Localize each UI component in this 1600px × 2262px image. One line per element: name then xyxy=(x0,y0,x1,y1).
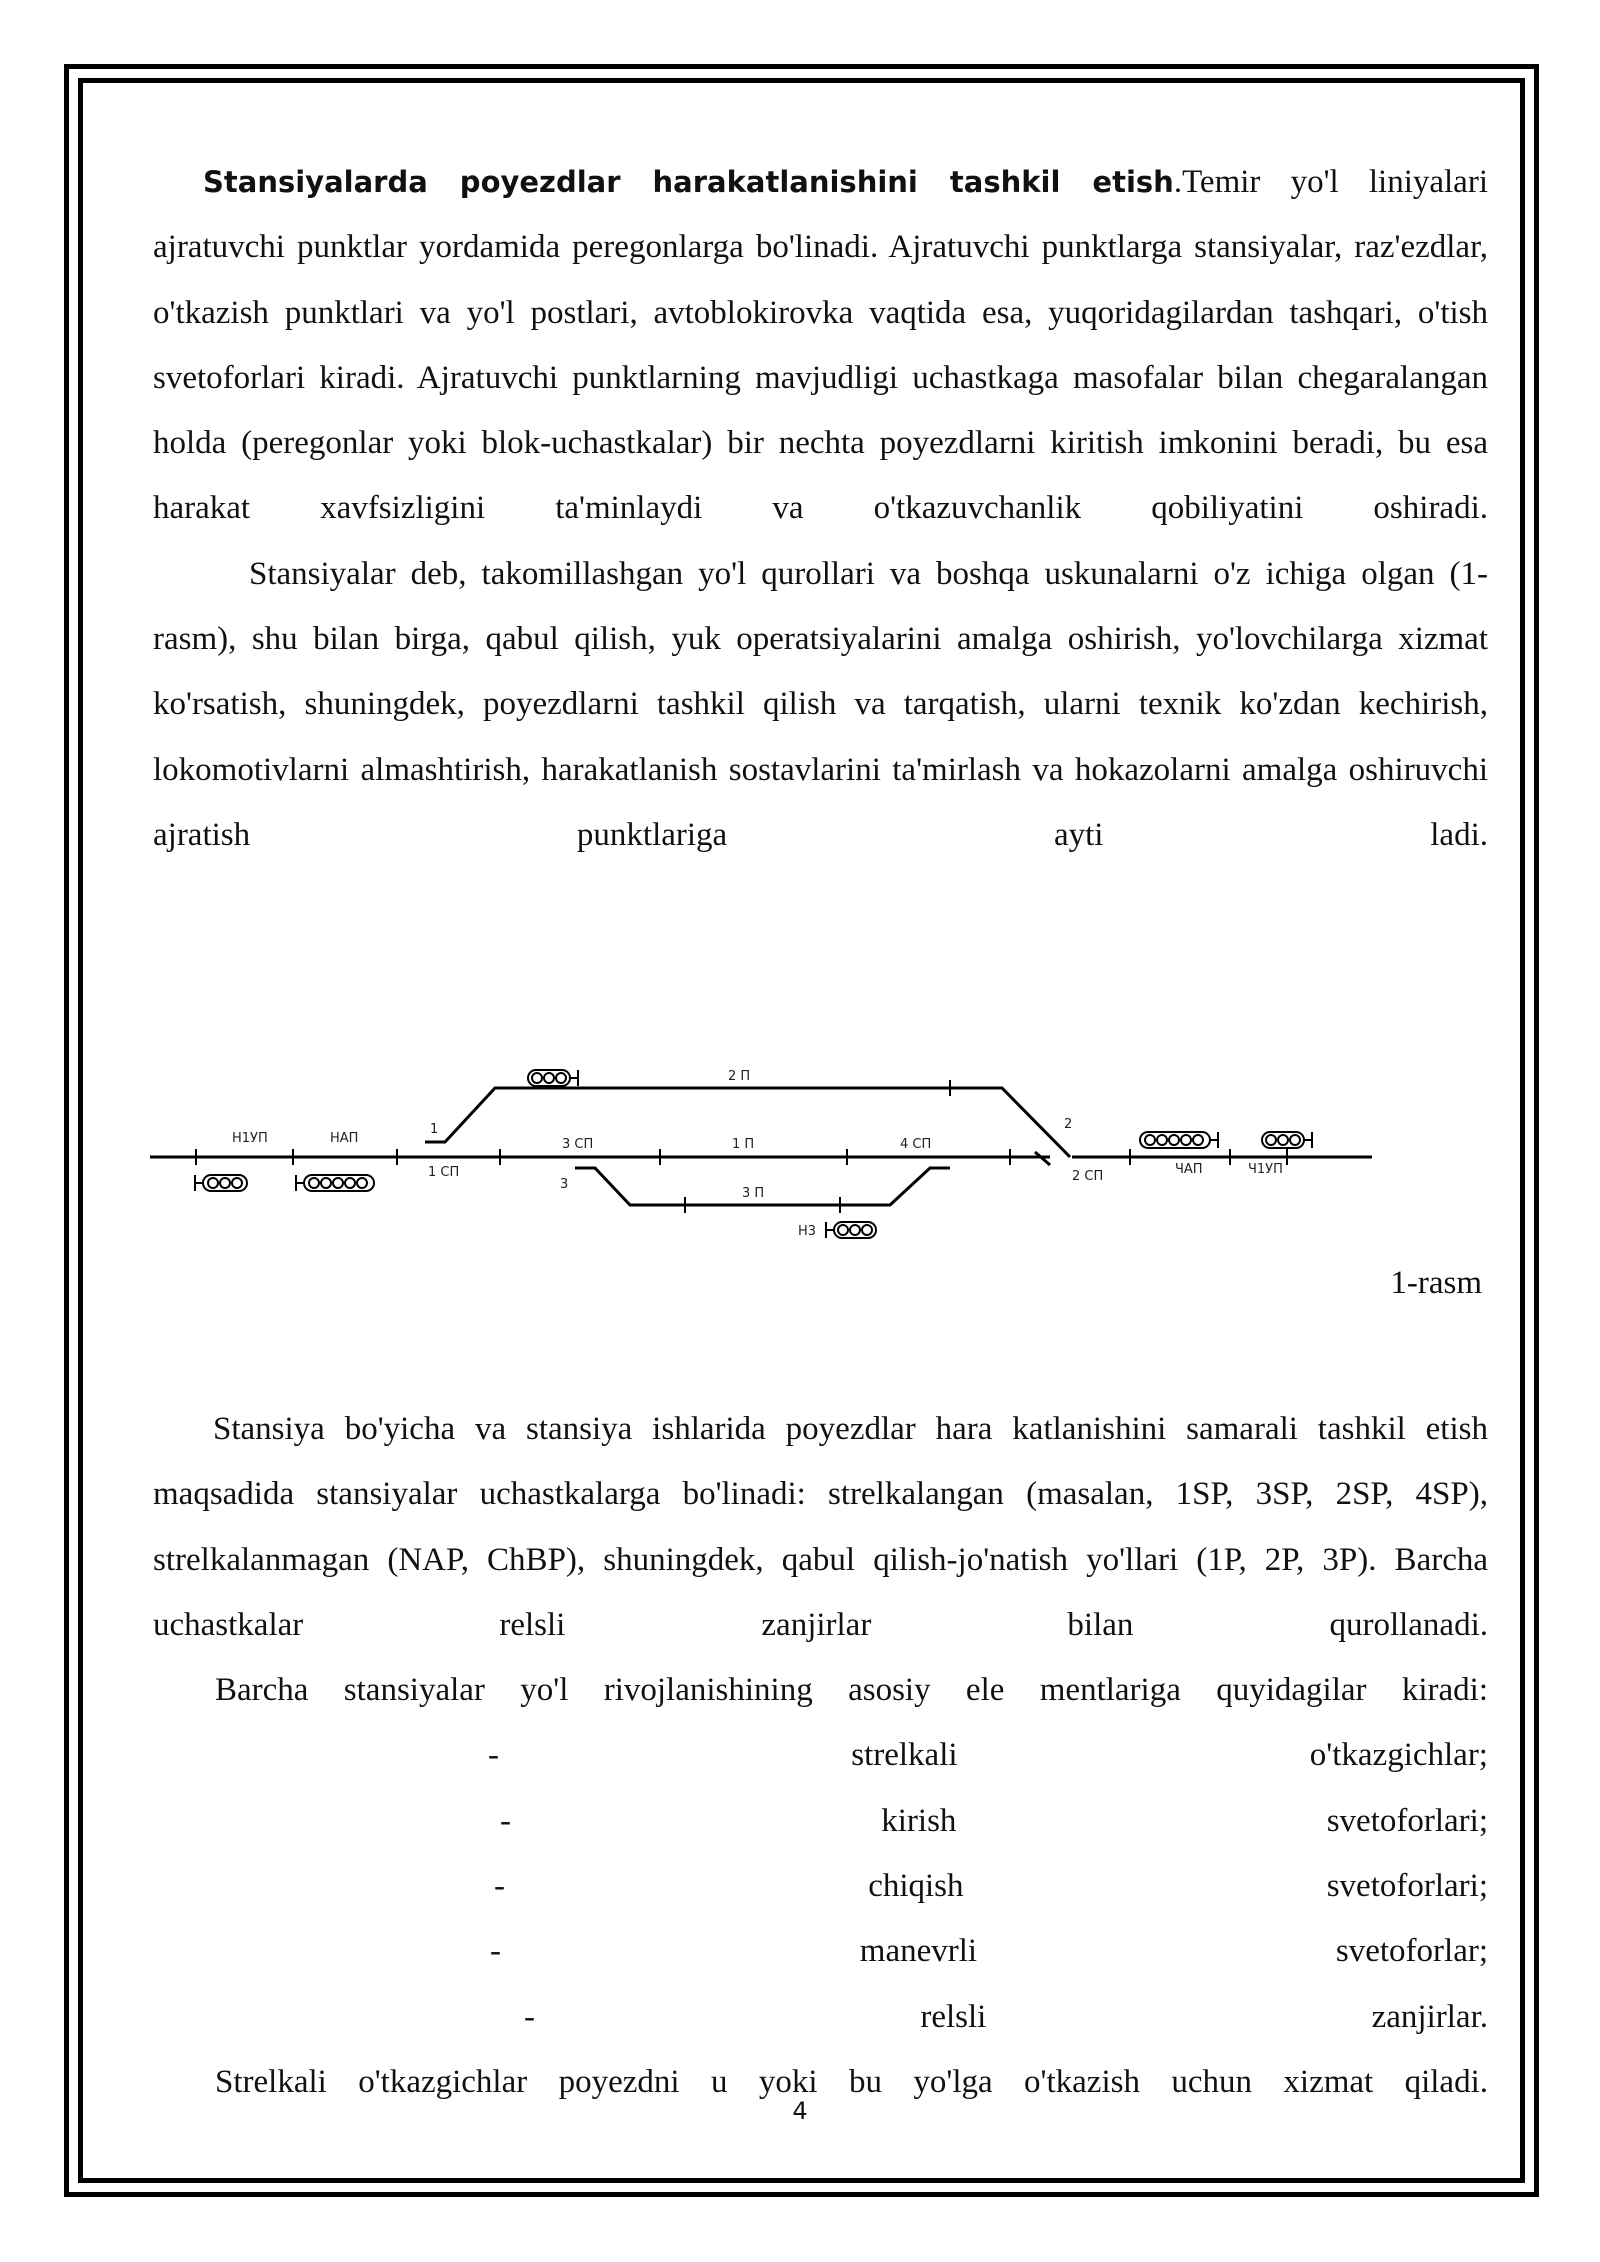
list-item: - manevrli svetoforlar; xyxy=(490,1933,1488,1970)
paragraph-sections: Stansiya bo'yicha va stansiya ishlarida poyezdlar hara katlanishini samarali tashkil etish maqsadida stansiyalar uchastkalarga bo'linadi: strelkalangan (masalan, 1SP, 3SP, 2SP, 4SP), strelkalanmagan (NAP, ChBP), shuningdek, qabul qilish-jo'natish yo'llari (1P, 2P, 3P). Barcha uchastkalar relsli zanjirlar bilan qurollanadi. xyxy=(153,1411,1488,1643)
label-2p: 2 П xyxy=(728,1069,751,1084)
paragraph-stations: Stansiyalar deb, takomillashgan yo'l qurollari va boshqa uskunalarni o'z ichiga olgan (1-rasm), shu bilan birga, qabul qilish, yuk operatsiyalarini amalga oshirish, yo'lovchilarga xizmat ko'rsatish, shuningdek, poyezdlarni tashkil qilish va tarqatish, ularni texnik ko'zdan kechirish, lokomotivlarni almashtirish, harakatlanish sostavlarini ta'mirlash va hokazolarni amalga oshiruvchi ajratish punktlariga ayti ladi. xyxy=(153,555,1488,853)
list-item: - chiqish svetoforlari; xyxy=(494,1868,1488,1905)
elements-list xyxy=(153,1723,1488,2049)
label-1p: 1 П xyxy=(732,1137,755,1152)
signal-nap xyxy=(296,1175,374,1191)
paragraph-switches: Strelkali o'tkazgichlar poyezdni u yoki bu yo'lga o'tkazish uchun xizmat qiladi. xyxy=(215,2063,1488,2100)
list-item: - strelkali o'tkazgichlar; xyxy=(488,1737,1488,1774)
paragraph-intro-text: .Temir yo'l liniyalari ajratuvchi punktlar yordamida peregonlarga bo'linadi. Ajratuvchi punktlarga stansiyalar, raz'ezdlar, o'tkazish punktlari va yo'l postlari, avtoblokirovka vaqtida esa, yuqoridagilardan tashqari, o'tish svetoforlari kiradi. Ajratuvchi punktlarning mavjudligi uchastkaga masofalar bilan chegaralangan holda (peregonlar yoki blok-uchastkalar) bir nechta poyezdlarni kiritish imkonini beradi, bu esa harakat xavfsizligini ta'minlaydi va o'tkazuvchanlik qobiliyatini oshiradi. xyxy=(153,164,1488,527)
list-item: - relsli zanjirlar. xyxy=(524,1998,1488,2035)
section-title: Stansiyalarda poyezdlar harakatlanishini tashkil etish xyxy=(203,165,1174,199)
paragraph-elements-intro: Barcha stansiyalar yo'l rivojlanishining asosiy ele mentlariga quyidagilar kiradi: xyxy=(215,1672,1488,1709)
document-body xyxy=(153,150,1488,868)
label-1sp: 1 СП xyxy=(428,1165,460,1180)
paragraph-intro xyxy=(153,150,1488,542)
label-3sp: 3 СП xyxy=(562,1137,594,1152)
signal-ch1up xyxy=(1262,1132,1312,1148)
signal-chap xyxy=(1140,1132,1218,1148)
label-n1up: Н1УП xyxy=(232,1131,268,1146)
page-number: 4 xyxy=(792,2097,808,2125)
label-switch-1: 1 xyxy=(430,1122,439,1137)
figure-caption: 1-rasm xyxy=(1390,1265,1482,1301)
document-body-lower xyxy=(153,1397,1488,2115)
list-item: - kirish svetoforlari; xyxy=(500,1802,1488,1839)
signal-2p-head xyxy=(528,1070,578,1086)
label-2sp: 2 СП xyxy=(1072,1169,1104,1184)
signal-n1up xyxy=(195,1175,247,1191)
label-4sp: 4 СП xyxy=(900,1137,932,1152)
label-switch-3: 3 xyxy=(560,1177,569,1192)
label-3p: 3 П xyxy=(742,1186,765,1201)
label-chap: ЧАП xyxy=(1175,1162,1203,1177)
label-n3: Н3 xyxy=(798,1224,817,1239)
label-ch1up: Ч1УП xyxy=(1248,1162,1283,1177)
label-nap: НАП xyxy=(330,1131,359,1146)
station-track-diagram xyxy=(150,1040,1380,1260)
signal-n3 xyxy=(826,1222,876,1238)
label-switch-2: 2 xyxy=(1064,1117,1073,1132)
